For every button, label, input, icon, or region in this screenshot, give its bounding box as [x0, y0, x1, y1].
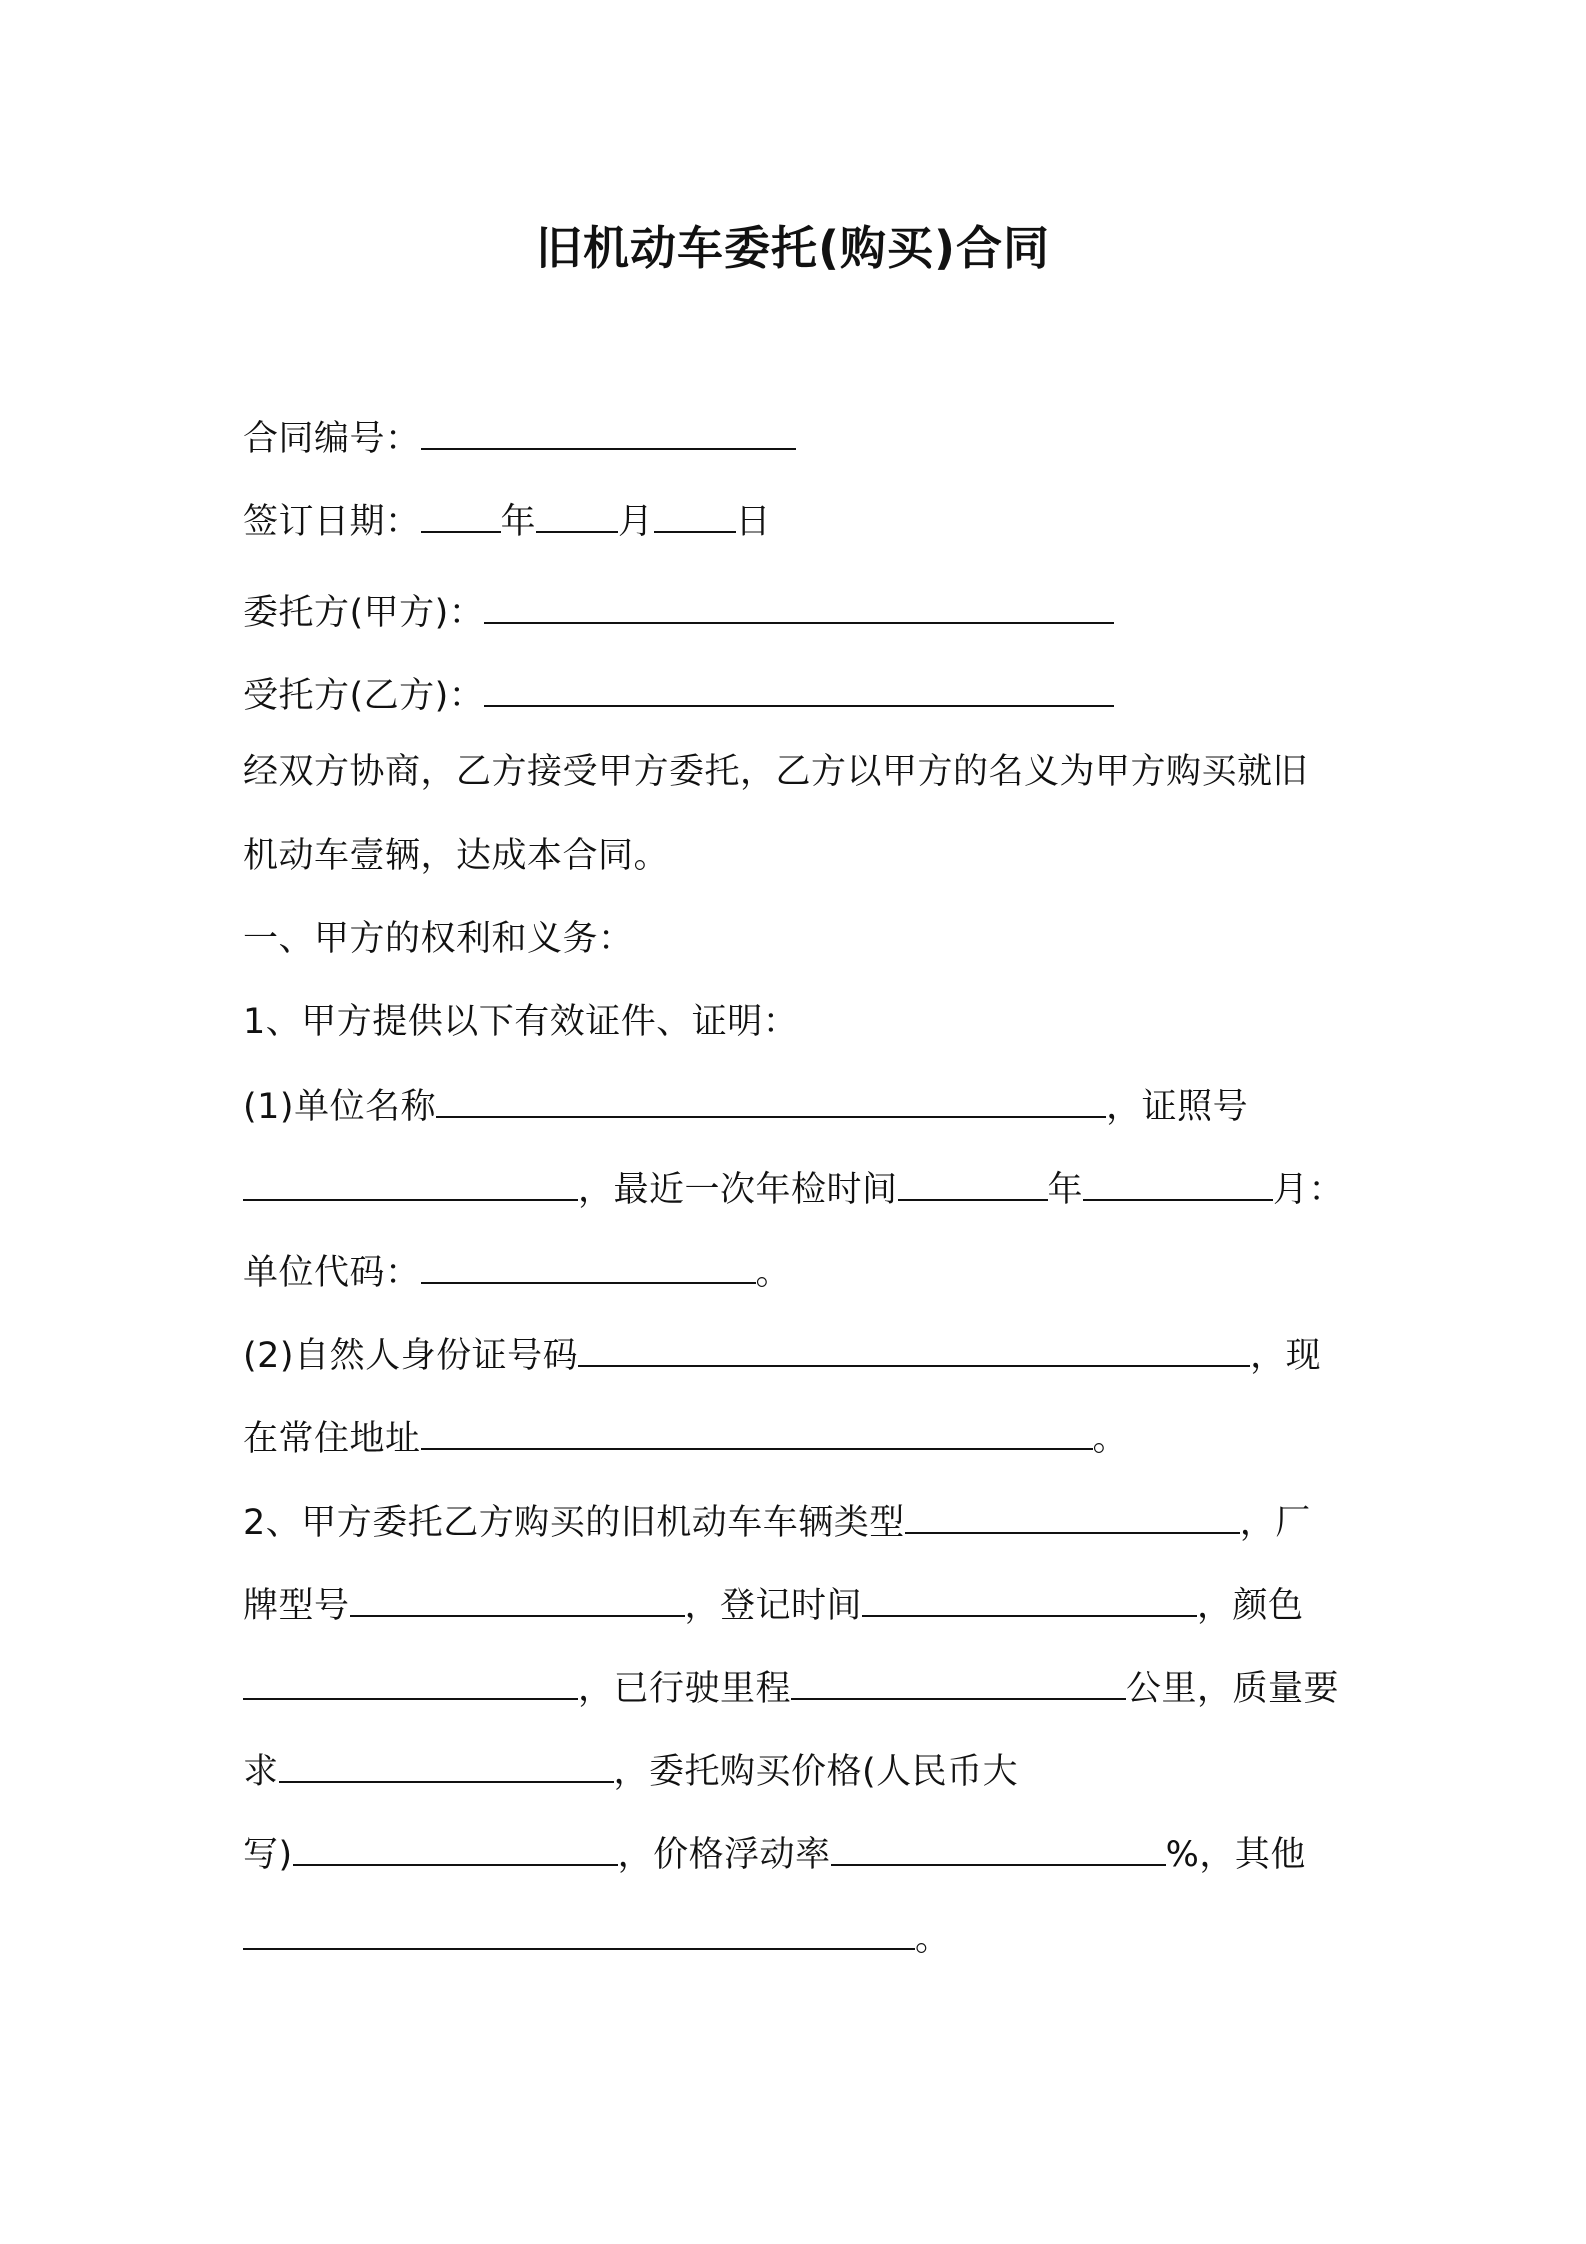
- id-number-label: (2)自然人身份证号码: [243, 1336, 579, 1376]
- document-title: 旧机动车委托(购买)合同: [535, 221, 1051, 275]
- unit-code-line: [243, 1248, 1373, 1297]
- license-inspection-line: [243, 1165, 1373, 1214]
- price-blank: [293, 1830, 618, 1866]
- model-registration-line: [243, 1581, 1373, 1630]
- quality-label: 公里，质量要: [1126, 1669, 1340, 1709]
- contract-number-line: [243, 414, 1373, 463]
- clause-1-heading: 1、甲方提供以下有效证件、证明：: [243, 1002, 799, 1042]
- price-label-end: 写): [243, 1835, 293, 1875]
- inspection-year-label: 年: [1047, 1170, 1084, 1210]
- color-label: ，颜色: [1197, 1586, 1304, 1626]
- registration-time-label: ，登记时间: [684, 1586, 863, 1626]
- unit-code-blank: [421, 1248, 756, 1284]
- float-rate-blank: [831, 1830, 1166, 1866]
- inspection-year-blank: [898, 1165, 1048, 1201]
- quality-blank: [279, 1747, 614, 1783]
- registration-time-blank: [862, 1581, 1197, 1617]
- color-blank: [243, 1664, 578, 1700]
- principal-party-label: 委托方(甲方)：: [243, 593, 485, 633]
- vehicle-type-label: 2、甲方委托乙方购买的旧机动车车辆类型: [243, 1503, 905, 1543]
- id-number-blank: [578, 1331, 1250, 1367]
- quality-label-end: 求: [243, 1752, 279, 1792]
- intro-paragraph-line-2: 机动车壹辆，达成本合同。: [243, 836, 670, 876]
- unit-name-line: [243, 1082, 1373, 1131]
- agent-party-line: [243, 671, 1373, 720]
- signing-date-label: 签订日期：: [243, 502, 421, 542]
- signing-month-blank: [536, 497, 618, 533]
- license-number-label: ，证照号: [1106, 1087, 1249, 1127]
- unit-name-blank: [436, 1082, 1106, 1118]
- residence-address-blank: [421, 1414, 1093, 1450]
- license-number-blank: [243, 1165, 578, 1201]
- period: 。: [915, 1919, 951, 1959]
- mileage-blank: [791, 1664, 1126, 1700]
- color-mileage-line: [243, 1664, 1373, 1713]
- unit-name-label: (1)单位名称: [243, 1087, 437, 1127]
- quality-price-line: [243, 1747, 1373, 1796]
- price-float-line: [243, 1830, 1373, 1879]
- id-number-line: [243, 1331, 1373, 1380]
- price-label: ，委托购买价格(人民币大: [613, 1752, 1019, 1792]
- agent-party-blank: [484, 671, 1114, 707]
- unit-code-label: 单位代码：: [243, 1253, 421, 1293]
- vehicle-type-line: [243, 1498, 1373, 1547]
- other-label: %，其他: [1165, 1835, 1306, 1875]
- section-heading-party-a: 一、甲方的权利和义务：: [243, 919, 634, 959]
- day-label: 日: [735, 502, 772, 542]
- contract-number-blank: [421, 414, 796, 450]
- inspection-month-blank: [1083, 1165, 1273, 1201]
- signing-day-blank: [654, 497, 736, 533]
- model-blank: [350, 1581, 685, 1617]
- inspection-month-label: 月：: [1273, 1170, 1345, 1210]
- year-label: 年: [500, 502, 537, 542]
- residence-address-line: [243, 1414, 1373, 1463]
- month-label: 月: [618, 502, 654, 542]
- signing-year-blank: [421, 497, 501, 533]
- brand-label-start: ，厂: [1239, 1503, 1311, 1543]
- model-label: 牌型号: [243, 1586, 350, 1626]
- inspection-time-label: ，最近一次年检时间: [578, 1170, 898, 1210]
- principal-party-line: [243, 588, 1373, 637]
- period: 。: [1092, 1419, 1129, 1459]
- principal-party-blank: [484, 588, 1114, 624]
- signing-date-line: [243, 497, 1373, 546]
- float-rate-label: ，价格浮动率: [617, 1835, 831, 1875]
- mileage-label: ，已行驶里程: [578, 1669, 792, 1709]
- vehicle-type-blank: [905, 1498, 1240, 1534]
- agent-party-label: 受托方(乙方)：: [243, 676, 485, 716]
- residence-address-label: 在常住地址: [243, 1419, 421, 1459]
- intro-paragraph-line-1: 经双方协商，乙方接受甲方委托，乙方以甲方的名义为甲方购买就旧: [243, 752, 1309, 792]
- current-label: ，现: [1250, 1336, 1322, 1376]
- other-line: [243, 1914, 1373, 1963]
- other-blank: [243, 1914, 915, 1950]
- contract-number-label: 合同编号：: [243, 419, 421, 459]
- period: 。: [755, 1253, 792, 1293]
